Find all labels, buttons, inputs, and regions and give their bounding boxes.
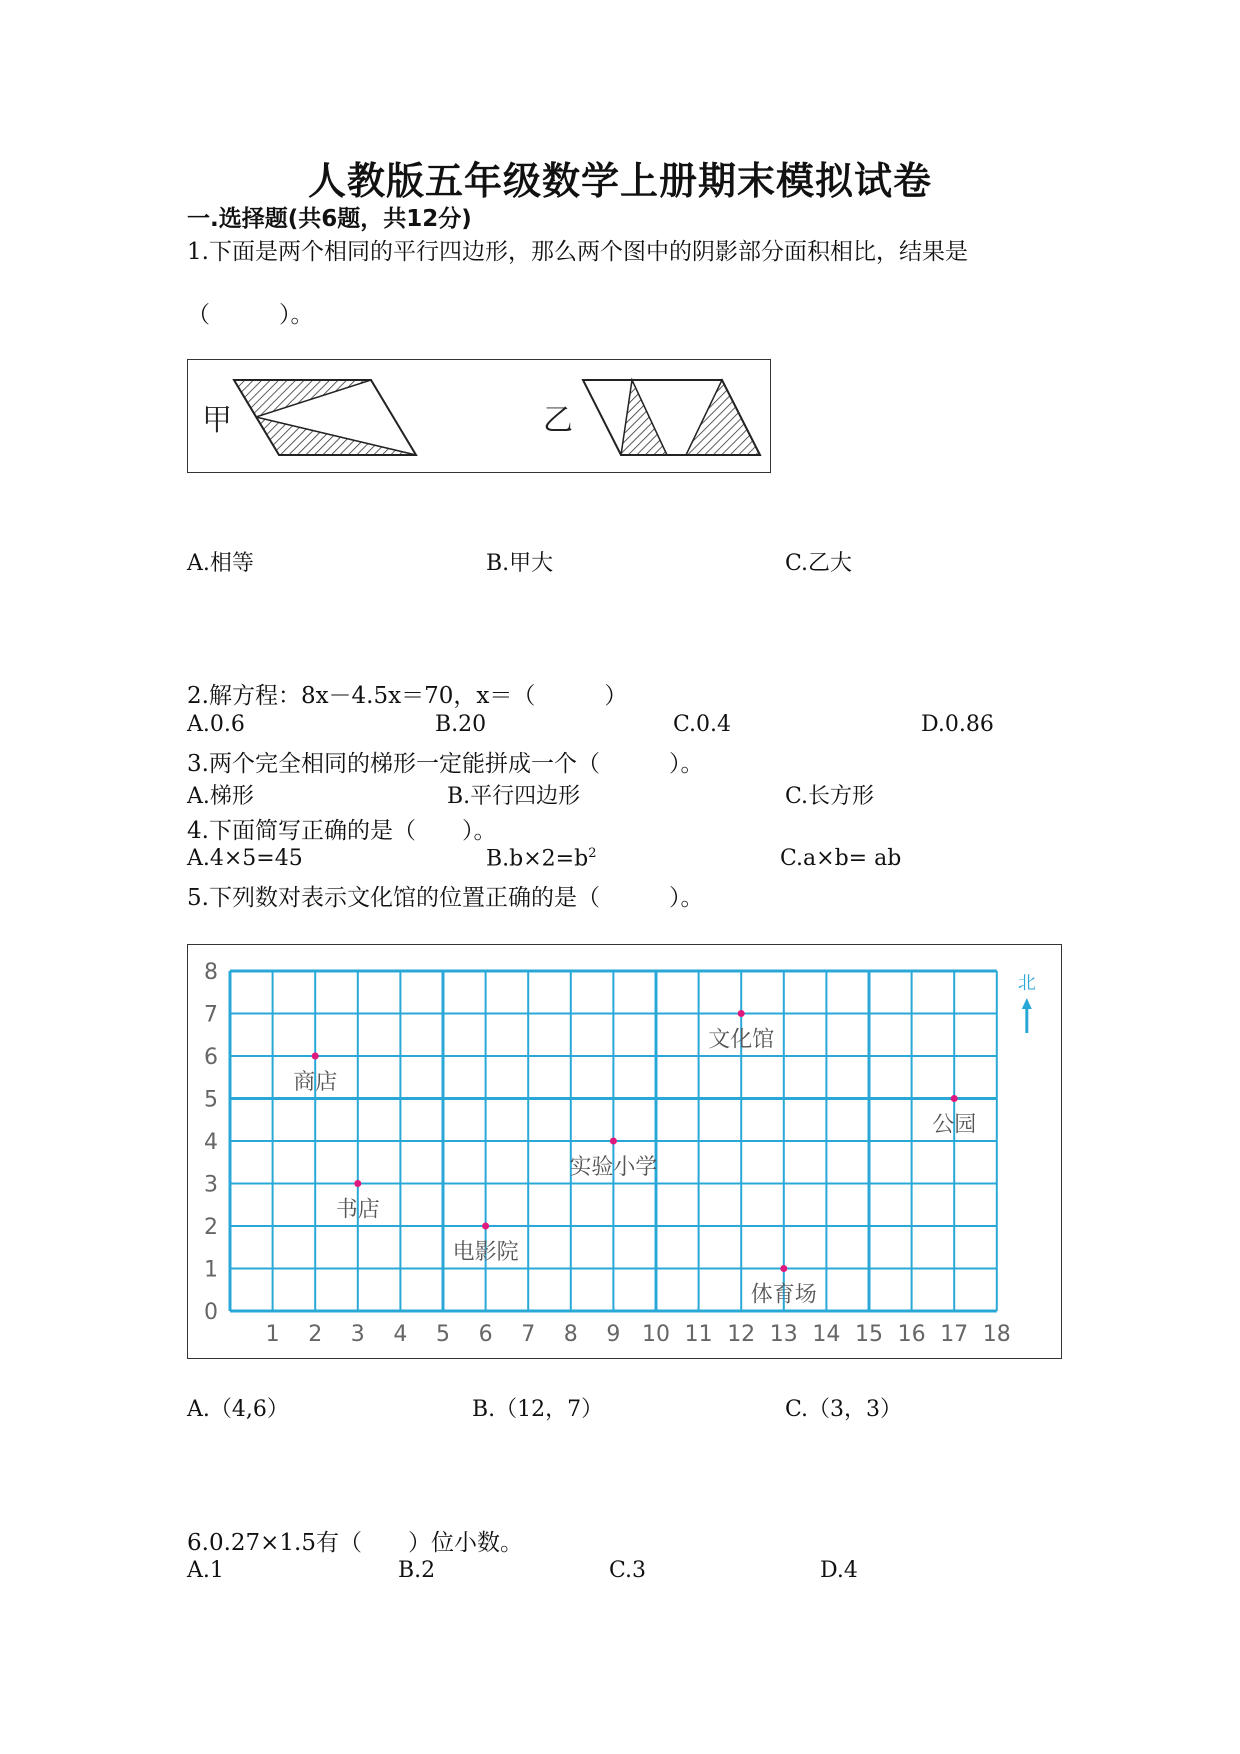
q1-option-c[interactable]: C.乙大	[785, 551, 853, 576]
question-1-text: 1.下面是两个相同的平行四边形，那么两个图中的阴影部分面积相比，结果是	[187, 239, 968, 265]
q5-option-b[interactable]: B.（12，7）	[472, 1397, 604, 1422]
x-tick-label: 2	[308, 1322, 323, 1347]
x-tick-label: 7	[521, 1322, 536, 1347]
page-title: 人教版五年级数学上册期末模拟试卷	[307, 159, 932, 203]
q6-option-d[interactable]: D.4	[820, 1558, 858, 1583]
place-point	[312, 1053, 319, 1060]
section-heading: 一.选择题(共6题，共12分)	[187, 206, 472, 232]
question-5-text: 5.下列数对表示文化馆的位置正确的是（ ）。	[187, 885, 704, 911]
place-point	[738, 1010, 745, 1017]
x-tick-label: 3	[350, 1322, 365, 1347]
question-1-figure	[187, 359, 771, 473]
x-tick-label: 1	[265, 1322, 280, 1347]
q2-option-c[interactable]: C.0.4	[673, 712, 732, 737]
place-label: 实验小学	[569, 1155, 658, 1180]
q2-option-b[interactable]: B.20	[435, 712, 487, 737]
x-tick-label: 13	[769, 1322, 798, 1347]
place-label: 电影院	[452, 1240, 519, 1265]
x-tick-label: 4	[393, 1322, 408, 1347]
q6-option-c[interactable]: C.3	[609, 1558, 647, 1583]
x-tick-label: 6	[478, 1322, 493, 1347]
q2-option-d[interactable]: D.0.86	[921, 712, 994, 737]
q4-option-c[interactable]: C.a×b= ab	[780, 846, 902, 871]
place-point	[482, 1223, 489, 1230]
place-point	[951, 1095, 958, 1102]
x-tick-label: 5	[436, 1322, 450, 1347]
parallelogram-jia	[234, 380, 416, 455]
q4-option-b-base: B.b×2=b	[486, 846, 589, 872]
place-point	[780, 1265, 787, 1272]
y-tick-label: 7	[204, 1002, 218, 1028]
north-label: 北	[1017, 973, 1036, 994]
coordinate-map-figure	[187, 944, 1062, 1359]
y-tick-label: 6	[204, 1045, 218, 1070]
x-tick-label: 12	[727, 1322, 756, 1347]
question-3-text: 3.两个完全相同的梯形一定能拼成一个（ ）。	[187, 751, 704, 777]
question-4-text: 4.下面简写正确的是（ ）。	[187, 818, 497, 844]
place-label: 文化馆	[708, 1027, 775, 1053]
figure-label-yi: 乙	[543, 403, 573, 438]
y-tick-label: 0	[204, 1300, 218, 1325]
y-tick-label: 3	[204, 1172, 218, 1198]
north-arrow-head	[1022, 998, 1032, 1009]
x-tick-label: 11	[684, 1322, 713, 1347]
place-label: 商店	[293, 1070, 338, 1095]
q2-option-a[interactable]: A.0.6	[187, 712, 245, 737]
y-tick-label: 1	[204, 1257, 218, 1283]
q6-option-a[interactable]: A.1	[187, 1558, 224, 1583]
y-tick-label: 5	[204, 1087, 218, 1113]
q3-option-b[interactable]: B.平行四边形	[447, 784, 581, 809]
q5-option-c[interactable]: C.（3，3）	[785, 1397, 903, 1422]
x-tick-label: 15	[855, 1322, 883, 1347]
parallelogram-yi	[583, 380, 760, 455]
place-point	[354, 1180, 361, 1187]
x-tick-label: 9	[606, 1322, 621, 1347]
question-2-text: 2.解方程：8x－4.5x＝70，x＝（ ）	[187, 683, 628, 709]
q5-option-a[interactable]: A.（4,6）	[187, 1397, 289, 1422]
q1-option-a[interactable]: A.相等	[187, 551, 254, 576]
x-tick-label: 18	[982, 1322, 1011, 1347]
q4-option-b-exponent: 2	[588, 846, 597, 861]
q4-option-a[interactable]: A.4×5=45	[187, 846, 303, 871]
place-label: 公园	[932, 1112, 977, 1138]
q3-option-a[interactable]: A.梯形	[187, 784, 254, 809]
x-tick-label: 17	[940, 1322, 969, 1347]
place-label: 书店	[335, 1197, 380, 1223]
x-tick-label: 10	[642, 1322, 670, 1347]
y-tick-label: 8	[204, 960, 218, 985]
q3-option-c[interactable]: C.长方形	[785, 784, 875, 809]
q1-option-b[interactable]: B.甲大	[486, 551, 554, 576]
place-point	[610, 1138, 617, 1145]
x-tick-label: 8	[563, 1322, 578, 1347]
coordinate-map	[188, 945, 1061, 1358]
question-1-blank: （ ）。	[187, 302, 314, 328]
q4-option-b[interactable]	[486, 846, 596, 871]
question-6-text: 6.0.27×1.5有（ ）位小数。	[187, 1530, 524, 1556]
q6-option-b[interactable]: B.2	[398, 1558, 436, 1583]
x-tick-label: 16	[897, 1322, 926, 1347]
place-label: 体育场	[750, 1282, 817, 1308]
y-tick-label: 2	[204, 1215, 218, 1240]
y-tick-label: 4	[204, 1130, 218, 1155]
figure-label-jia: 甲	[202, 403, 232, 438]
x-tick-label: 14	[812, 1322, 841, 1347]
